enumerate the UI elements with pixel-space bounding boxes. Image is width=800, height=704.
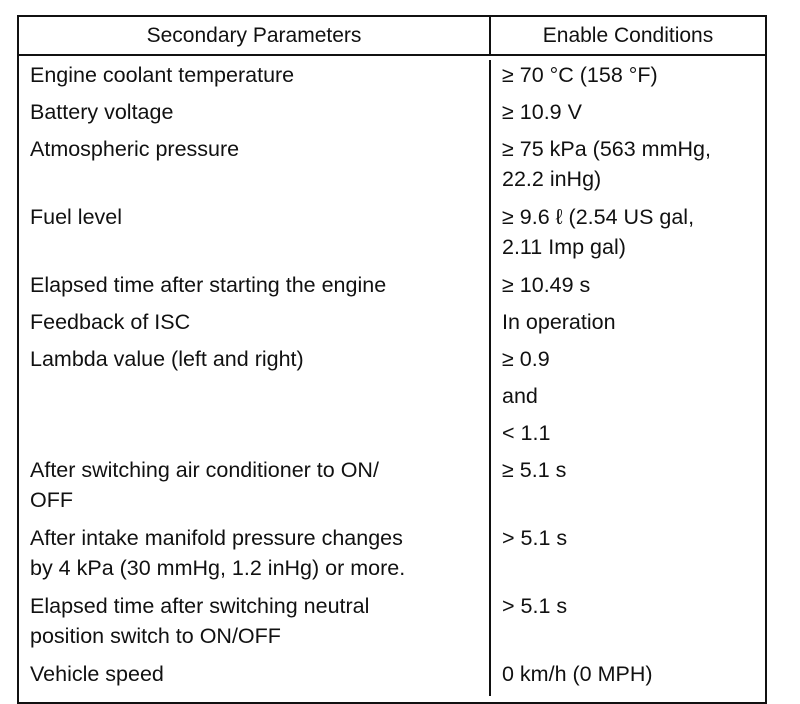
cond-cell: ≥ 9.6 ℓ (2.54 US gal, 2.11 Imp gal) (502, 205, 695, 259)
conditions-column (491, 60, 765, 696)
cond-cell: and (502, 384, 538, 408)
cond-cell: ≥ 70 °C (158 °F) (502, 63, 658, 87)
header-enable-conditions: Enable Conditions (542, 23, 714, 47)
cond-cell: In operation (502, 310, 616, 334)
param-cell: Fuel level (30, 205, 123, 229)
param-cell (30, 381, 489, 418)
param-cell: Engine coolant temperature (30, 63, 295, 87)
header-secondary-parameters: Secondary Parameters (19, 17, 491, 54)
param-cell: Lambda value (left and right) (30, 347, 304, 371)
cond-cell: ≥ 75 kPa (563 mmHg, 22.2 inHg) (502, 137, 711, 191)
param-cell: Elapsed time after switching neutral position switch to ON/OFF (30, 594, 370, 648)
parameters-table (17, 15, 767, 704)
cond-cell: > 5.1 s (502, 526, 568, 550)
cond-cell: ≥ 0.9 (502, 347, 550, 371)
param-cell: Battery voltage (30, 100, 174, 124)
cond-cell: < 1.1 (502, 421, 551, 445)
param-cell: Feedback of ISC (30, 310, 191, 334)
cond-cell: > 5.1 s (502, 594, 568, 618)
cond-cell: 0 km/h (0 MPH) (502, 662, 653, 686)
parameters-column (19, 60, 491, 696)
param-cell: After switching air conditioner to ON/ OFF (30, 458, 379, 512)
cond-cell: ≥ 10.9 V (502, 100, 582, 124)
table-body (19, 56, 765, 702)
param-cell: After intake manifold pressure changes by 4 kPa (30 mmHg, 1.2 inHg) or more. (30, 526, 406, 580)
param-cell: Atmospheric pressure (30, 137, 240, 161)
cond-cell: ≥ 10.49 s (502, 273, 591, 297)
param-cell: Vehicle speed (30, 662, 164, 686)
param-cell: Elapsed time after starting the engine (30, 273, 387, 297)
cond-cell: ≥ 5.1 s (502, 458, 567, 482)
table-header (19, 17, 765, 56)
param-cell (30, 418, 489, 455)
